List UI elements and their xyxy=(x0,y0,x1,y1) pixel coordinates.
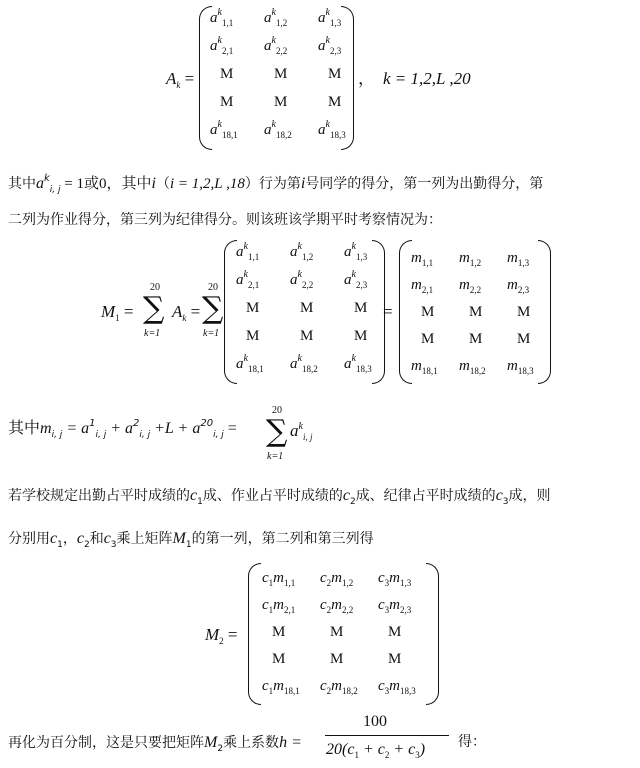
fraction-denominator: $20(c_1 + c_2 + c_3)$ xyxy=(326,741,426,760)
sum-top-3: 20 xyxy=(272,405,282,416)
left-paren xyxy=(248,563,261,705)
sum-bottom-2: k=1 xyxy=(203,328,220,339)
matrix-cell: M xyxy=(328,66,342,82)
matrix-cell: M xyxy=(354,328,368,344)
matrix-cell: $a^k_{2,3}$ xyxy=(318,35,342,56)
matrix-cell: $a^k_{2,1}$ xyxy=(210,35,234,56)
matrix-cell: M xyxy=(274,66,288,82)
sum-symbol-2: ∑ xyxy=(202,291,224,326)
matrix-a-k-label: $A_k$ = xyxy=(166,69,195,90)
matrix-cell: $m_{1,2}$ xyxy=(459,250,482,268)
matrix-cell: M xyxy=(274,94,288,110)
matrix-cell: $m_{18,2}$ xyxy=(459,358,486,376)
matrix-cell: M xyxy=(246,328,260,344)
paragraph-1-line-2: 二列为作业得分，第三列为纪律得分。则该班该学期平时考察情况为： xyxy=(8,212,442,228)
matrix-cell: $a^k_{2,2}$ xyxy=(264,35,288,56)
matrix-cell: $a^k_{2,3}$ xyxy=(344,269,368,290)
paragraph-2: 其中$m_{i, j} = a^1_{i, j} + a^2_{i, j} +L + a^{20}_{i, j}$ = xyxy=(8,418,237,440)
fraction-numerator: 100 xyxy=(363,713,387,730)
matrix-cell: M xyxy=(354,300,368,316)
matrix-cell: $a^k_{18,3}$ xyxy=(318,119,346,140)
sum-term: $a^k_{i, j}$ xyxy=(290,421,313,442)
matrix-cell: $m_{1,3}$ xyxy=(507,250,530,268)
matrix-cell: $a^k_{18,2}$ xyxy=(264,119,292,140)
sum-top-1: 20 xyxy=(150,282,160,293)
matrix-cell: $c_1m_{2,1}$ xyxy=(262,597,296,615)
matrix-cell: $c_2m_{2,2}$ xyxy=(320,597,354,615)
fraction-line xyxy=(325,735,449,736)
matrix-cell: $c_3m_{18,3}$ xyxy=(378,678,416,696)
a-k-term: $A_k$ = xyxy=(172,302,201,323)
paragraph-4: 再化为百分制，这是只要把矩阵$M_2$乘上系数h = xyxy=(8,734,302,754)
matrix-cell: $a^k_{18,3}$ xyxy=(344,353,372,374)
matrix-cell: $a^k_{2,1}$ xyxy=(236,269,260,290)
matrix-cell: M xyxy=(330,624,344,640)
matrix-cell: M xyxy=(272,651,286,667)
sum-bottom-1: k=1 xyxy=(144,328,161,339)
matrix-cell: M xyxy=(330,651,344,667)
matrix-cell: $a^k_{1,1}$ xyxy=(210,7,234,28)
paragraph-1-line-1: 其中$a^k_{i, j} = 1$或0，其中i（i = 1,2,L ,18）行为第i号同学的得分，第一列为出勤得分，第 xyxy=(8,173,544,195)
matrix-cell: $a^k_{1,2}$ xyxy=(264,7,288,28)
equals-sign: = xyxy=(383,302,393,321)
matrix-cell: M xyxy=(469,331,483,347)
comma: ， xyxy=(358,69,375,88)
matrix-cell: M xyxy=(220,94,234,110)
sum-top-2: 20 xyxy=(208,282,218,293)
matrix-cell: $a^k_{18,1}$ xyxy=(210,119,238,140)
matrix-cell: M xyxy=(220,66,234,82)
sum-bottom-3: k=1 xyxy=(267,451,284,462)
matrix-cell: $a^k_{1,3}$ xyxy=(318,7,342,28)
matrix-cell: $m_{2,3}$ xyxy=(507,277,530,295)
sum-symbol-3: ∑ xyxy=(266,414,288,449)
m2-label: $M_2$ = xyxy=(205,625,238,646)
sum-symbol-1: ∑ xyxy=(143,291,165,326)
matrix-cell: M xyxy=(421,331,435,347)
matrix-cell: $m_{2,2}$ xyxy=(459,277,482,295)
matrix-cell: M xyxy=(517,304,531,320)
paragraph-4-tail: 得： xyxy=(458,734,486,750)
matrix-cell: $a^k_{2,2}$ xyxy=(290,269,314,290)
m1-label: $M_1$ = xyxy=(101,302,134,323)
matrix-cell: $m_{2,1}$ xyxy=(411,277,434,295)
matrix-cell: M xyxy=(300,328,314,344)
matrix-cell: M xyxy=(388,624,402,640)
matrix-cell: $a^k_{18,2}$ xyxy=(290,353,318,374)
matrix-cell: $c_3m_{1,3}$ xyxy=(378,570,412,588)
matrix-cell: $m_{18,3}$ xyxy=(507,358,534,376)
k-range: k = 1,2,L ,20 xyxy=(383,69,471,88)
matrix-cell: $c_3m_{2,3}$ xyxy=(378,597,412,615)
right-paren xyxy=(538,240,551,384)
right-paren xyxy=(426,563,439,705)
matrix-cell: M xyxy=(272,624,286,640)
matrix-cell: M xyxy=(328,94,342,110)
matrix-cell: $a^k_{1,2}$ xyxy=(290,241,314,262)
matrix-cell: $m_{1,1}$ xyxy=(411,250,434,268)
matrix-cell: $a^k_{1,1}$ xyxy=(236,241,260,262)
matrix-cell: $a^k_{18,1}$ xyxy=(236,353,264,374)
matrix-cell: $c_1m_{1,1}$ xyxy=(262,570,296,588)
matrix-cell: M xyxy=(246,300,260,316)
matrix-cell: $c_1m_{18,1}$ xyxy=(262,678,300,696)
matrix-cell: M xyxy=(300,300,314,316)
matrix-cell: M xyxy=(421,304,435,320)
paragraph-3-line-2: 分别用$c_1$，$c_2$和$c_3$乘上矩阵$M_1$的第一列，第二列和第三列得 xyxy=(8,530,374,550)
matrix-cell: $m_{18,1}$ xyxy=(411,358,438,376)
matrix-cell: M xyxy=(388,651,402,667)
matrix-cell: $c_2m_{18,2}$ xyxy=(320,678,358,696)
matrix-cell: M xyxy=(517,331,531,347)
matrix-cell: $a^k_{1,3}$ xyxy=(344,241,368,262)
matrix-cell: M xyxy=(469,304,483,320)
paragraph-3-line-1: 若学校规定出勤占平时成绩的$c_1$成、作业占平时成绩的$c_2$成、纪律占平时成绩的$c_3$成，则 xyxy=(8,487,551,507)
matrix-cell: $c_2m_{1,2}$ xyxy=(320,570,354,588)
